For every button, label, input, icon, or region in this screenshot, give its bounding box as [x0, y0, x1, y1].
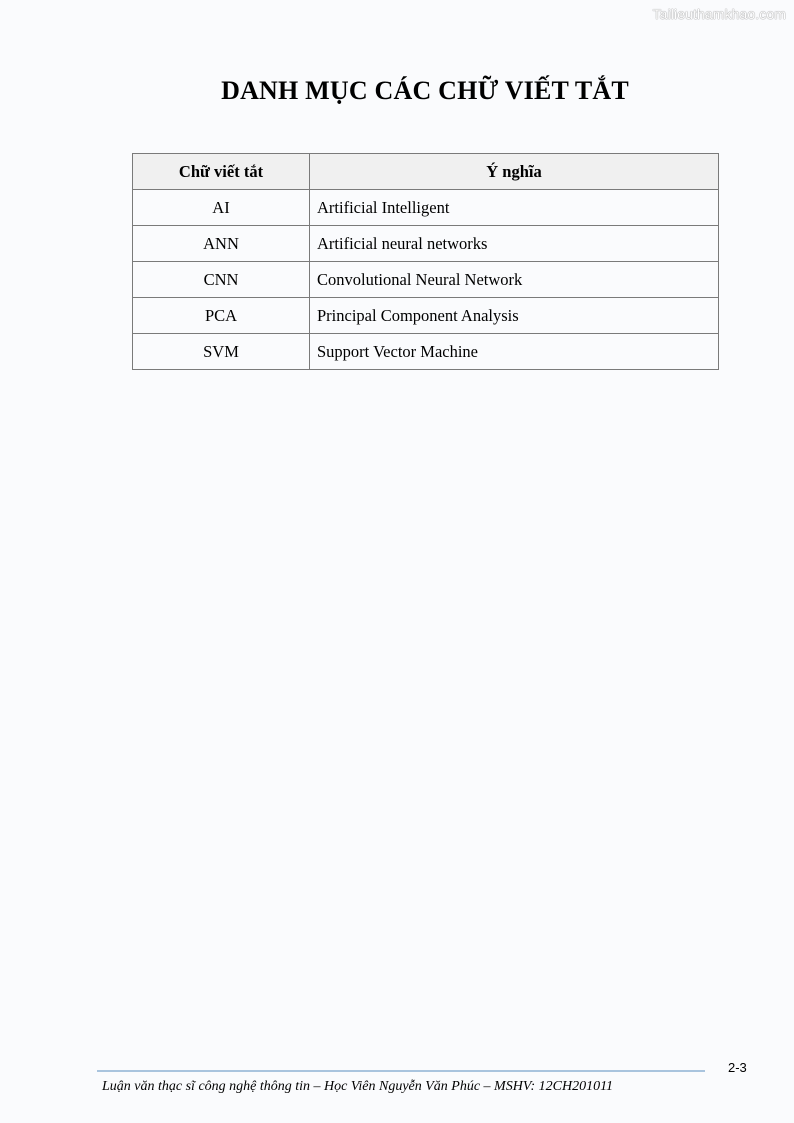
abbreviation-cell: CNN [133, 262, 310, 298]
page-title: DANH MỤC CÁC CHỮ VIẾT TẮT [221, 76, 629, 105]
abbreviation-cell: AI [133, 190, 310, 226]
meaning-cell: Artificial Intelligent [310, 190, 719, 226]
meaning-cell: Convolutional Neural Network [310, 262, 719, 298]
meaning-cell: Support Vector Machine [310, 334, 719, 370]
abbreviation-cell: ANN [133, 226, 310, 262]
abbreviation-cell: PCA [133, 298, 310, 334]
table-row [133, 334, 719, 370]
table-row [133, 262, 719, 298]
header-meaning: Ý nghĩa [310, 154, 719, 190]
abbreviations-table [132, 153, 719, 370]
table-row [133, 190, 719, 226]
meaning-cell: Artificial neural networks [310, 226, 719, 262]
meaning-cell: Principal Component Analysis [310, 298, 719, 334]
table-header-row [133, 154, 719, 190]
header-abbreviation: Chữ viết tắt [133, 154, 310, 190]
page-number: 2-3 [728, 1060, 747, 1075]
footer-text: Luận văn thạc sĩ công nghệ thông tin – Học Viên Nguyễn Văn Phúc – MSHV: 12CH201011 [102, 1079, 614, 1094]
watermark: Tailieuthamkhao.com [652, 6, 786, 22]
abbreviation-cell: SVM [133, 334, 310, 370]
table-row [133, 226, 719, 262]
footer-divider [97, 1070, 705, 1072]
table-row [133, 298, 719, 334]
